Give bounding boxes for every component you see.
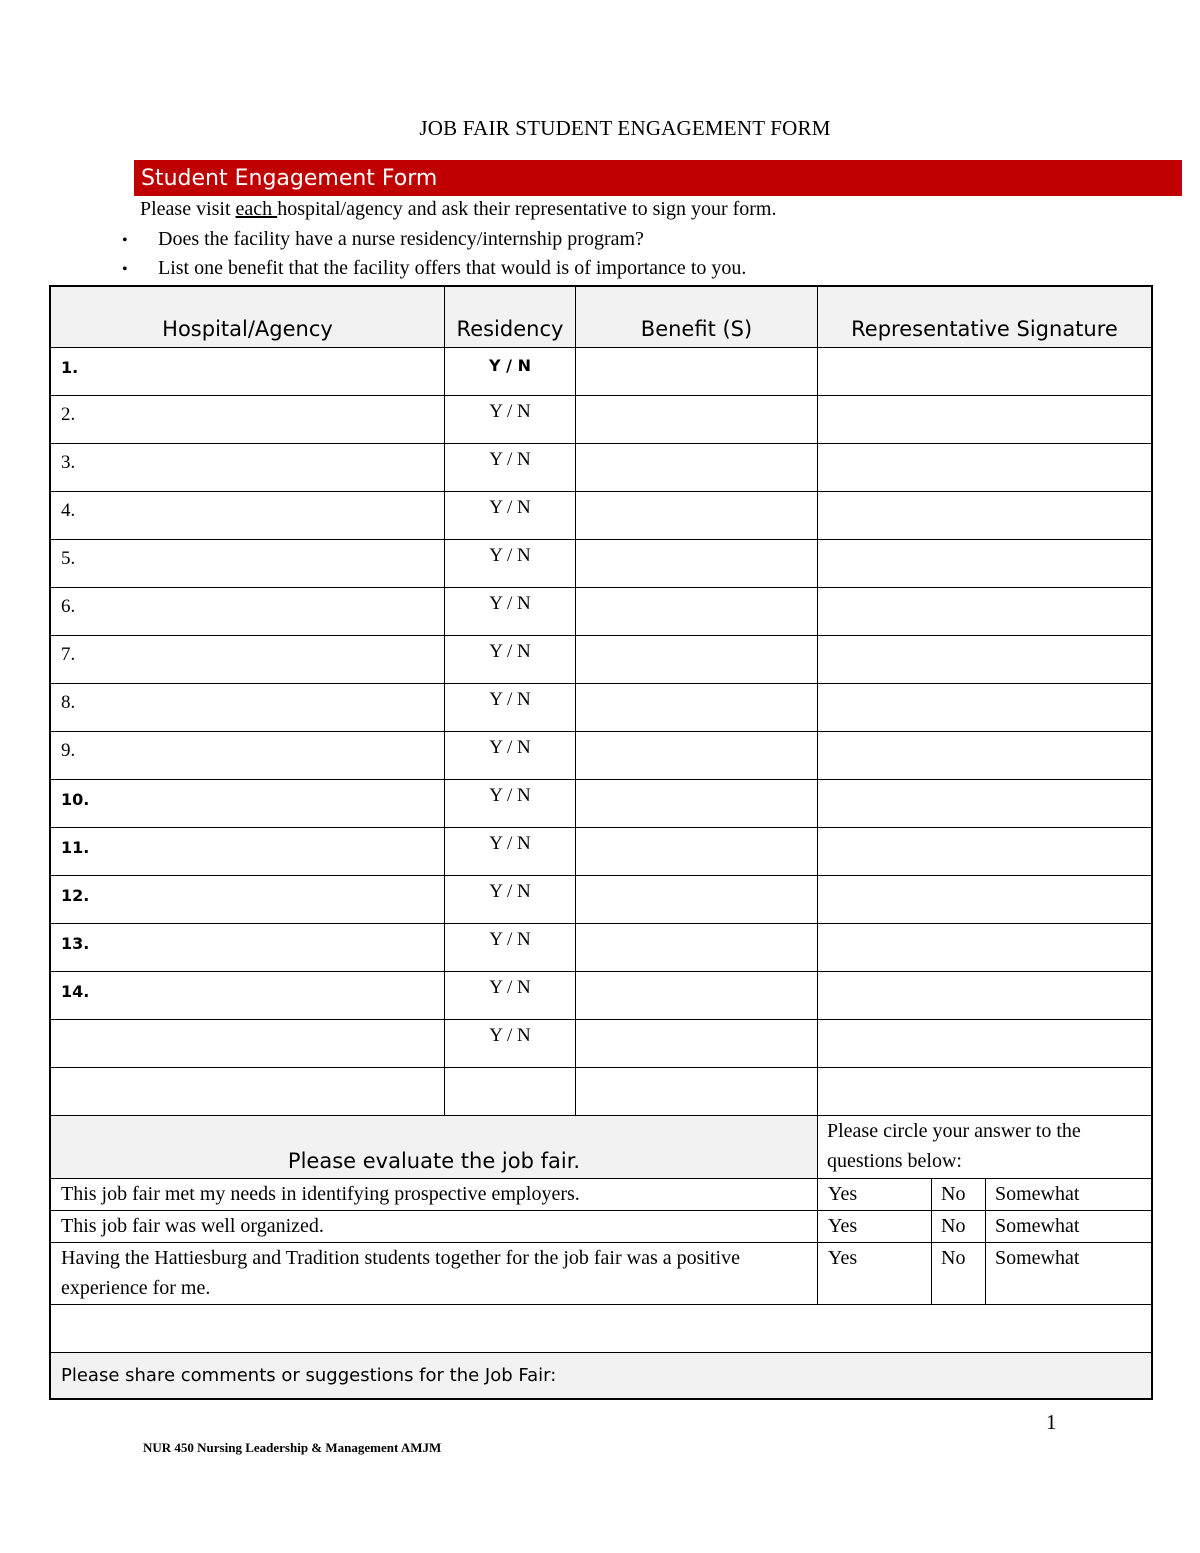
evaluation-question-row	[49, 1243, 1153, 1305]
table-row	[49, 732, 1153, 780]
benefit-cell[interactable]	[576, 444, 818, 492]
signature-cell[interactable]	[818, 492, 1151, 540]
signature-cell[interactable]	[818, 972, 1151, 1020]
answer-somewhat[interactable]: Somewhat	[986, 1243, 1151, 1305]
residency-cell[interactable]: Y / N	[445, 396, 576, 444]
residency-cell[interactable]: Y / N	[445, 444, 576, 492]
table-body	[49, 348, 1153, 1116]
answer-somewhat[interactable]: Somewhat	[986, 1211, 1151, 1243]
benefit-cell[interactable]	[576, 1020, 818, 1068]
question-text: This job fair was well organized.	[51, 1211, 818, 1243]
table-row	[49, 348, 1153, 396]
signature-cell[interactable]	[818, 732, 1151, 780]
question-text: This job fair met my needs in identifying prospective employers.	[51, 1179, 818, 1211]
signature-cell[interactable]	[818, 444, 1151, 492]
benefit-cell[interactable]	[576, 828, 818, 876]
answer-no[interactable]: No	[932, 1211, 986, 1243]
table-row	[49, 588, 1153, 636]
benefit-cell[interactable]	[576, 732, 818, 780]
residency-cell[interactable]: Y / N	[445, 684, 576, 732]
hospital-agency-cell[interactable]: 12.	[51, 876, 445, 924]
question-text: Having the Hattiesburg and Tradition students together for the job fair was a positive experience for me.	[51, 1243, 818, 1305]
residency-cell[interactable]: Y / N	[445, 780, 576, 828]
benefit-cell[interactable]	[576, 636, 818, 684]
signature-cell[interactable]	[818, 924, 1151, 972]
benefit-cell[interactable]	[576, 780, 818, 828]
blank-cell	[51, 1305, 1151, 1353]
residency-cell[interactable]: Y / N	[445, 348, 576, 396]
table-row	[49, 1068, 1153, 1116]
benefit-cell[interactable]	[576, 396, 818, 444]
table-row	[49, 972, 1153, 1020]
hospital-agency-cell[interactable]: 1.	[51, 348, 445, 396]
evaluation-instruction: Please circle your answer to the questions below:	[818, 1116, 1151, 1179]
hospital-agency-cell[interactable]: 4.	[51, 492, 445, 540]
answer-yes[interactable]: Yes	[818, 1243, 932, 1305]
evaluation-heading: Please evaluate the job fair.	[51, 1116, 818, 1179]
page-number: 1	[1046, 1410, 1057, 1434]
table-row	[49, 492, 1153, 540]
blank-row	[49, 1305, 1153, 1353]
header-hospital-agency: Hospital/Agency	[51, 287, 445, 348]
table-header-row	[49, 285, 1153, 348]
hospital-agency-cell[interactable]: 7.	[51, 636, 445, 684]
answer-yes[interactable]: Yes	[818, 1179, 932, 1211]
hospital-agency-cell[interactable]: 5.	[51, 540, 445, 588]
signature-cell[interactable]	[818, 1020, 1151, 1068]
comments-label[interactable]: Please share comments or suggestions for the Job Fair:	[61, 1365, 557, 1386]
answer-somewhat[interactable]: Somewhat	[986, 1179, 1151, 1211]
hospital-agency-cell[interactable]	[51, 1020, 445, 1068]
hospital-agency-cell[interactable]: 3.	[51, 444, 445, 492]
benefit-cell[interactable]	[576, 972, 818, 1020]
residency-cell[interactable]: Y / N	[445, 924, 576, 972]
hospital-agency-cell[interactable]: 6.	[51, 588, 445, 636]
table-row	[49, 636, 1153, 684]
intro-underlined: each	[235, 198, 278, 220]
hospital-agency-cell[interactable]: 2.	[51, 396, 445, 444]
benefit-cell[interactable]	[576, 348, 818, 396]
hospital-agency-cell[interactable]: 9.	[51, 732, 445, 780]
header-benefit: Benefit (S)	[576, 287, 818, 348]
engagement-table	[49, 285, 1153, 1400]
residency-cell[interactable]: Y / N	[445, 492, 576, 540]
hospital-agency-cell[interactable]: 11.	[51, 828, 445, 876]
signature-cell[interactable]	[818, 828, 1151, 876]
answer-yes[interactable]: Yes	[818, 1211, 932, 1243]
header-representative-signature: Representative Signature	[818, 287, 1151, 348]
residency-cell[interactable]	[445, 1068, 576, 1116]
benefit-cell[interactable]	[576, 684, 818, 732]
signature-cell[interactable]	[818, 780, 1151, 828]
evaluation-question-row	[49, 1179, 1153, 1211]
document-title: JOB FAIR STUDENT ENGAGEMENT FORM	[419, 116, 831, 140]
signature-cell[interactable]	[818, 876, 1151, 924]
residency-cell[interactable]: Y / N	[445, 588, 576, 636]
signature-cell[interactable]	[818, 636, 1151, 684]
residency-cell[interactable]: Y / N	[445, 876, 576, 924]
comments-row	[49, 1353, 1153, 1400]
benefit-cell[interactable]	[576, 540, 818, 588]
header-residency: Residency	[445, 287, 576, 348]
signature-cell[interactable]	[818, 540, 1151, 588]
intro-after: hospital/agency and ask their representative to sign your form.	[277, 198, 777, 220]
residency-cell[interactable]: Y / N	[445, 972, 576, 1020]
table-row	[49, 396, 1153, 444]
residency-cell[interactable]: Y / N	[445, 1020, 576, 1068]
residency-cell[interactable]: Y / N	[445, 828, 576, 876]
bullet-text: Does the facility have a nurse residency/internship program?	[158, 228, 644, 250]
table-row	[49, 540, 1153, 588]
hospital-agency-cell[interactable]: 10.	[51, 780, 445, 828]
table-row	[49, 876, 1153, 924]
evaluation-header-row	[49, 1116, 1153, 1179]
signature-cell[interactable]	[818, 396, 1151, 444]
benefit-cell[interactable]	[576, 876, 818, 924]
residency-cell[interactable]: Y / N	[445, 540, 576, 588]
benefit-cell[interactable]	[576, 1068, 818, 1116]
table-row	[49, 780, 1153, 828]
benefit-cell[interactable]	[576, 492, 818, 540]
bullet-icon: •	[122, 261, 128, 278]
residency-cell[interactable]: Y / N	[445, 732, 576, 780]
signature-cell[interactable]	[818, 684, 1151, 732]
table-row	[49, 828, 1153, 876]
table-row	[49, 684, 1153, 732]
signature-cell[interactable]	[818, 588, 1151, 636]
table-row	[49, 444, 1153, 492]
bullet-item-residency	[122, 228, 644, 251]
hospital-agency-cell[interactable]: 8.	[51, 684, 445, 732]
signature-cell[interactable]	[818, 348, 1151, 396]
hospital-agency-cell[interactable]: 13.	[51, 924, 445, 972]
table-row	[49, 924, 1153, 972]
bullet-text: List one benefit that the facility offers that would is of importance to you.	[158, 257, 747, 279]
signature-cell[interactable]	[818, 1068, 1151, 1116]
evaluation-question-row	[49, 1211, 1153, 1243]
benefit-cell[interactable]	[576, 588, 818, 636]
hospital-agency-cell[interactable]: 14.	[51, 972, 445, 1020]
bullet-icon: •	[122, 232, 128, 249]
form-banner: Student Engagement Form	[134, 160, 1182, 196]
page-footer: NUR 450 Nursing Leadership & Management AMJM	[143, 1440, 442, 1455]
answer-no[interactable]: No	[932, 1179, 986, 1211]
hospital-agency-cell[interactable]	[51, 1068, 445, 1116]
residency-cell[interactable]: Y / N	[445, 636, 576, 684]
benefit-cell[interactable]	[576, 924, 818, 972]
intro-text	[140, 198, 776, 221]
answer-no[interactable]: No	[932, 1243, 986, 1305]
table-row	[49, 1020, 1153, 1068]
bullet-item-benefit	[122, 257, 746, 280]
intro-before: Please visit	[140, 198, 236, 220]
